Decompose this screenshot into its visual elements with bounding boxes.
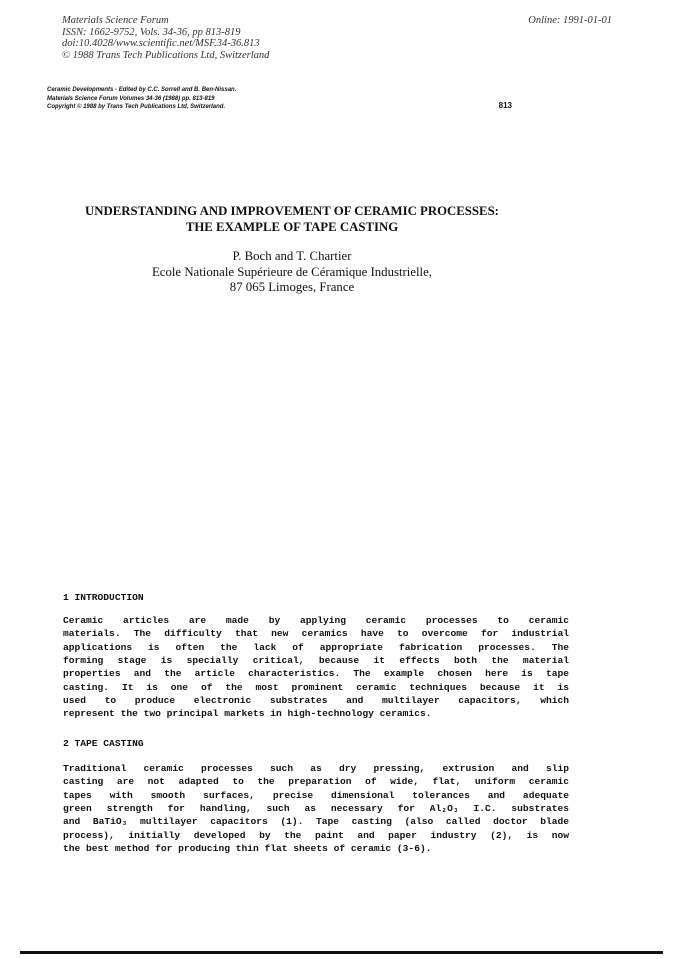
paragraph-line: properties and the article characteristics. The example chosen here is tape bbox=[63, 668, 569, 680]
title-line: UNDERSTANDING AND IMPROVEMENT OF CERAMIC PROCESSES: bbox=[85, 204, 499, 218]
section-paragraph bbox=[63, 762, 569, 855]
paragraph-line: casting are not adapted to the preparation of wide, flat, uniform ceramic bbox=[63, 776, 569, 788]
paragraph-line: process), initially developed by the paint and paper industry (2), is now bbox=[63, 829, 569, 841]
page-number: 813 bbox=[498, 101, 512, 110]
paragraph-line: materials. The difficulty that new ceramics have to overcome for industrial bbox=[63, 628, 569, 640]
paragraph-line: casting. It is one of the most prominent ceramic techniques because it is bbox=[63, 681, 569, 693]
issn-line: ISSN: 1662-9752, Vols. 34-36, pp 813-819 bbox=[62, 26, 241, 38]
paragraph-line: tapes with smooth surfaces, precise dimensional tolerances and adequate bbox=[63, 789, 569, 801]
author-affiliation: Ecole Nationale Supérieure de Céramique Industrielle, bbox=[151, 264, 432, 279]
paragraph-line: represent the two principal markets in high-technology ceramics. bbox=[63, 708, 432, 720]
section-introduction bbox=[63, 592, 569, 721]
author-block bbox=[60, 249, 524, 296]
publication-info bbox=[47, 86, 236, 112]
section-paragraph bbox=[63, 614, 569, 721]
author-names: P. Boch and T. Chartier bbox=[232, 249, 352, 263]
journal-name: Materials Science Forum bbox=[62, 15, 169, 26]
paragraph-line: Traditional ceramic processes such as dry pressing, extrusion and slip bbox=[63, 763, 569, 774]
paragraph-line: applications is often the lack of appropriate fabrication processes. The bbox=[63, 641, 569, 653]
section-heading: 1 INTRODUCTION bbox=[63, 592, 144, 603]
pubinfo-editors: Ceramic Developments - Edited by C.C. Sorrell and B. Ben-Nissan. bbox=[47, 87, 237, 93]
paragraph-line: and BaTiO₃ multilayer capacitors (1). Tape casting (also called doctor blade bbox=[63, 816, 569, 828]
copyright-line: © 1988 Trans Tech Publications Ltd, Switzerland bbox=[62, 49, 270, 61]
title-line: THE EXAMPLE OF TAPE CASTING bbox=[185, 219, 399, 234]
online-date: Online: 1991-01-01 bbox=[528, 15, 612, 26]
journal-metadata bbox=[62, 15, 269, 61]
paragraph-line: forming stage is specially critical, because it effects both the material bbox=[63, 655, 569, 667]
doi-line: doi:10.4028/www.scientific.net/MSF.34-36.813 bbox=[62, 38, 260, 50]
section-heading: 2 TAPE CASTING bbox=[63, 738, 144, 749]
paragraph-line: Ceramic articles are made by applying ceramic processes to ceramic bbox=[63, 615, 569, 626]
section-tape-casting bbox=[63, 738, 569, 855]
pubinfo-volumes: Materials Science Forum Volumes 34-36 (1988) pp. 813-819 bbox=[47, 95, 215, 102]
paragraph-line: green strength for handling, such as necessary for Al₂O₃ I.C. substrates bbox=[63, 803, 569, 815]
paper-title bbox=[60, 204, 524, 235]
paragraph-line: used to produce electronic substrates and multilayer capacitors, which bbox=[63, 695, 569, 707]
bottom-rule bbox=[20, 951, 663, 954]
paragraph-line: the best method for producing thin flat sheets of ceramic (3-6). bbox=[63, 843, 432, 855]
author-address: 87 065 Limoges, France bbox=[229, 280, 355, 294]
pubinfo-copyright: Copyright © 1988 by Trans Tech Publications Ltd, Switzerland. bbox=[47, 104, 226, 111]
